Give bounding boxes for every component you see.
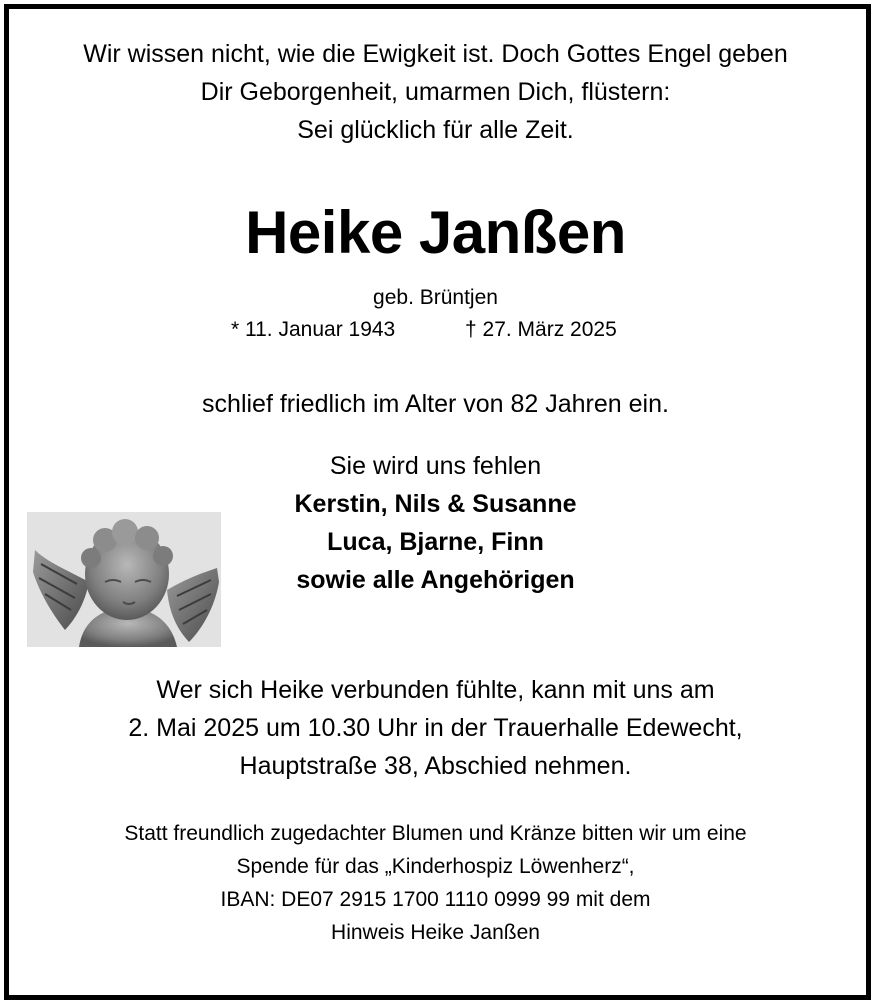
donation-line-1: Statt freundlich zugedachter Blumen und Kränze bitten wir um eine [124,822,747,845]
farewell-line-1: Wer sich Heike verbunden fühlte, kann mit uns am [156,676,715,704]
verse-line-3: Sei glücklich für alle Zeit. [297,116,574,144]
birth-name: geb. Brüntjen [373,286,498,309]
donation-line-2: Spende für das „Kinderhospiz Löwenherz“, [236,855,635,878]
donation-line-4: Hinweis Heike Janßen [331,921,540,944]
angel-image [27,512,221,647]
cherub-icon [27,512,221,647]
farewell-line-3: Hauptstraße 38, Abschied nehmen. [239,752,632,780]
verse-line-2: Dir Geborgenheit, umarmen Dich, flüstern: [200,78,671,106]
mourners-names-3: sowie alle Angehörigen [296,566,575,594]
verse-line-1: Wir wissen nicht, wie die Ewigkeit ist. Doch Gottes Engel geben [83,40,788,68]
donation-line-3: IBAN: DE07 2915 1700 1110 0999 99 mit dem [220,888,651,911]
deceased-name: Heike Janßen [245,199,626,266]
mourners-names-2: Luca, Bjarne, Finn [327,528,544,556]
mourners-intro: Sie wird uns fehlen [329,452,542,480]
birth-date: * 11. Januar 1943 [231,318,396,341]
farewell-line-2: 2. Mai 2025 um 10.30 Uhr in der Trauerhalle Edewecht, [128,714,743,742]
mourners-names-1: Kerstin, Nils & Susanne [294,490,577,518]
passing-statement: schlief friedlich im Alter von 82 Jahren ein. [202,390,669,418]
death-date: † 27. März 2025 [465,318,617,341]
